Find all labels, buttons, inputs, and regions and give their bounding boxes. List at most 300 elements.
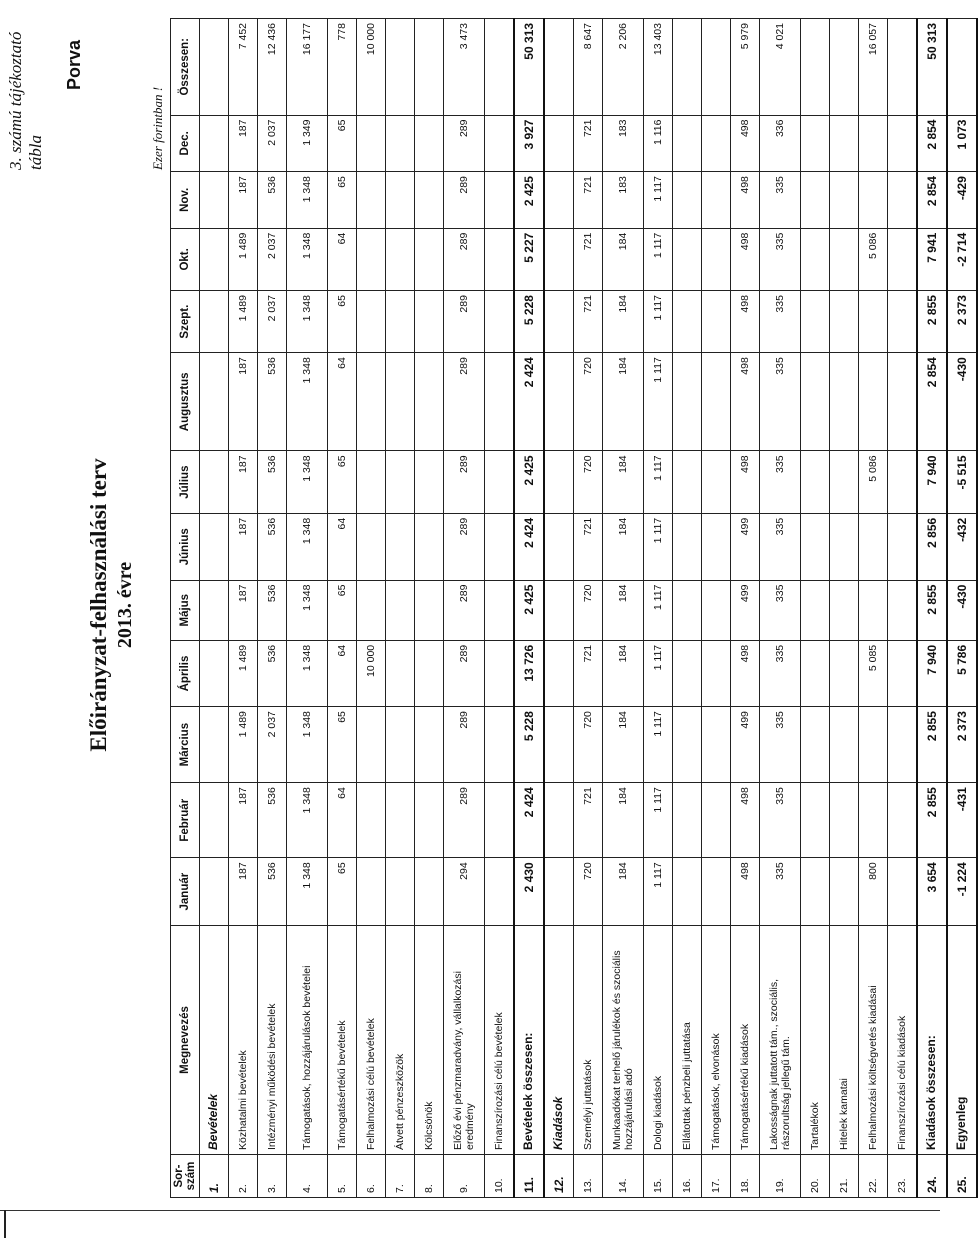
row-label: Előző évi pénzmaradvány, vállalkozási eredmény <box>444 926 485 1155</box>
month-value-cell: 1 117 <box>644 783 673 858</box>
place-name: Porva <box>64 39 84 90</box>
month-value-cell <box>673 291 702 353</box>
row-total-cell: 3 473 <box>444 19 485 116</box>
month-value-cell <box>673 707 702 783</box>
month-value-cell <box>830 115 859 172</box>
row-label: Finanszírozási célú kiadások <box>888 926 918 1155</box>
row-number: 3. <box>258 1155 287 1198</box>
row-total-cell <box>485 19 515 116</box>
row-label: Munkaadókat terhelő járulékok és szociális hozzájárulási adó <box>603 926 644 1155</box>
month-value-cell <box>386 513 415 580</box>
month-value-cell <box>415 451 444 513</box>
month-value-cell <box>830 640 859 706</box>
row-total-cell: 778 <box>328 19 357 116</box>
month-value-cell: 65 <box>328 291 357 353</box>
month-value-cell <box>673 451 702 513</box>
month-value-cell <box>485 513 515 580</box>
month-value-cell <box>673 640 702 706</box>
month-value-cell: -430 <box>947 353 977 451</box>
row-number: 24. <box>917 1155 947 1198</box>
month-value-cell: 2 425 <box>514 451 544 513</box>
month-value-cell: 13 726 <box>514 640 544 706</box>
month-value-cell <box>357 513 386 580</box>
column-header: Március <box>171 707 200 783</box>
month-value-cell: 2 855 <box>917 783 947 858</box>
month-value-cell: 2 855 <box>917 707 947 783</box>
month-value-cell <box>673 353 702 451</box>
month-value-cell: 1 117 <box>644 353 673 451</box>
table-row <box>514 19 544 1198</box>
month-value-cell <box>702 451 731 513</box>
month-value-cell: 720 <box>574 707 603 783</box>
month-value-cell <box>702 228 731 290</box>
table-row <box>444 19 485 1198</box>
row-total-cell <box>801 19 830 116</box>
month-value-cell <box>357 172 386 229</box>
row-label: Felhalmozási költségvetés kiadásai <box>859 926 888 1155</box>
row-label: Támogatások, hozzájárulások bevételei <box>287 926 328 1155</box>
row-label: Támogatások, elvonások <box>702 926 731 1155</box>
month-value-cell: -2 714 <box>947 228 977 290</box>
month-value-cell <box>830 707 859 783</box>
month-value-cell <box>386 228 415 290</box>
month-value-cell <box>357 783 386 858</box>
month-value-cell: 721 <box>574 783 603 858</box>
month-value-cell: 721 <box>574 115 603 172</box>
month-value-cell: 7 940 <box>917 640 947 706</box>
header-row <box>171 19 200 1198</box>
month-value-cell <box>888 858 918 926</box>
table-row <box>644 19 673 1198</box>
column-header: Április <box>171 640 200 706</box>
month-value-cell: 183 <box>603 115 644 172</box>
month-value-cell <box>485 353 515 451</box>
month-value-cell <box>888 783 918 858</box>
row-number: 13. <box>574 1155 603 1198</box>
month-value-cell: 2 425 <box>514 172 544 229</box>
month-value-cell: 536 <box>258 451 287 513</box>
month-value-cell <box>673 228 702 290</box>
row-label: Bevételek <box>200 926 229 1155</box>
month-value-cell: 498 <box>731 291 760 353</box>
month-value-cell: 65 <box>328 451 357 513</box>
month-value-cell: 335 <box>760 451 801 513</box>
month-value-cell: 1 117 <box>644 707 673 783</box>
month-value-cell: 2 373 <box>947 291 977 353</box>
month-value-cell <box>386 115 415 172</box>
month-value-cell: 289 <box>444 172 485 229</box>
month-value-cell: 187 <box>229 580 258 640</box>
row-total-cell: 7 452 <box>229 19 258 116</box>
month-value-cell <box>485 783 515 858</box>
month-value-cell: 536 <box>258 640 287 706</box>
month-value-cell <box>386 172 415 229</box>
month-value-cell: 187 <box>229 353 258 451</box>
month-value-cell: 800 <box>859 858 888 926</box>
row-total-cell <box>386 19 415 116</box>
month-value-cell <box>200 353 229 451</box>
month-value-cell: -431 <box>947 783 977 858</box>
month-value-cell: 536 <box>258 783 287 858</box>
month-value-cell <box>357 580 386 640</box>
table-row <box>947 19 977 1198</box>
table-body <box>200 19 978 1198</box>
month-value-cell <box>702 353 731 451</box>
month-value-cell: 289 <box>444 228 485 290</box>
row-label: Kiadások <box>544 926 574 1155</box>
month-value-cell: 5 227 <box>514 228 544 290</box>
month-value-cell: 64 <box>328 640 357 706</box>
month-value-cell: 5 086 <box>859 228 888 290</box>
month-value-cell <box>357 858 386 926</box>
row-number: 16. <box>673 1155 702 1198</box>
month-value-cell <box>485 707 515 783</box>
month-value-cell: 64 <box>328 228 357 290</box>
month-value-cell: 187 <box>229 115 258 172</box>
row-label: Felhalmozási célú bevételek <box>357 926 386 1155</box>
month-value-cell: 65 <box>328 707 357 783</box>
month-value-cell: 1 117 <box>644 580 673 640</box>
month-value-cell: 536 <box>258 172 287 229</box>
month-value-cell: 1 489 <box>229 707 258 783</box>
month-value-cell: 335 <box>760 172 801 229</box>
month-value-cell: 289 <box>444 640 485 706</box>
month-value-cell <box>415 228 444 290</box>
month-value-cell <box>386 640 415 706</box>
table-row <box>485 19 515 1198</box>
month-value-cell <box>702 291 731 353</box>
month-value-cell <box>544 115 574 172</box>
column-header: Június <box>171 513 200 580</box>
row-total-cell: 13 403 <box>644 19 673 116</box>
month-value-cell: 2 373 <box>947 707 977 783</box>
row-label: Kölcsönök <box>415 926 444 1155</box>
row-total-cell <box>544 19 574 116</box>
row-total-cell: 4 021 <box>760 19 801 116</box>
table-row <box>415 19 444 1198</box>
month-value-cell <box>357 707 386 783</box>
month-value-cell: 336 <box>760 115 801 172</box>
month-value-cell <box>357 228 386 290</box>
month-value-cell: 64 <box>328 513 357 580</box>
month-value-cell: 2 856 <box>917 513 947 580</box>
month-value-cell: 1 117 <box>644 451 673 513</box>
row-total-cell: 5 979 <box>731 19 760 116</box>
month-value-cell: 1 489 <box>229 228 258 290</box>
month-value-cell: 335 <box>760 580 801 640</box>
month-value-cell <box>386 353 415 451</box>
month-value-cell: 64 <box>328 353 357 451</box>
month-value-cell: 1 348 <box>287 858 328 926</box>
month-value-cell <box>888 353 918 451</box>
row-number: 4. <box>287 1155 328 1198</box>
month-value-cell <box>888 640 918 706</box>
month-value-cell: 184 <box>603 858 644 926</box>
month-value-cell: 187 <box>229 513 258 580</box>
month-value-cell <box>415 580 444 640</box>
month-value-cell: 2 037 <box>258 707 287 783</box>
month-value-cell <box>544 513 574 580</box>
month-value-cell: 5 085 <box>859 640 888 706</box>
month-value-cell: 2 037 <box>258 228 287 290</box>
month-value-cell: 5 228 <box>514 291 544 353</box>
month-value-cell: 7 941 <box>917 228 947 290</box>
month-value-cell <box>673 783 702 858</box>
month-value-cell <box>702 640 731 706</box>
month-value-cell <box>386 291 415 353</box>
month-value-cell: 498 <box>731 640 760 706</box>
month-value-cell: 5 086 <box>859 451 888 513</box>
month-value-cell <box>415 707 444 783</box>
month-value-cell: 2 424 <box>514 353 544 451</box>
row-total-cell <box>947 19 977 116</box>
month-value-cell: 2 854 <box>917 115 947 172</box>
month-value-cell <box>859 783 888 858</box>
month-value-cell <box>200 858 229 926</box>
month-value-cell: 289 <box>444 783 485 858</box>
month-value-cell <box>702 580 731 640</box>
month-value-cell: 1 073 <box>947 115 977 172</box>
month-value-cell: 1 116 <box>644 115 673 172</box>
month-value-cell: 721 <box>574 172 603 229</box>
month-value-cell: 1 349 <box>287 115 328 172</box>
month-value-cell <box>801 228 830 290</box>
table-row <box>603 19 644 1198</box>
month-value-cell: 2 854 <box>917 172 947 229</box>
row-total-cell: 10 000 <box>357 19 386 116</box>
month-value-cell: 2 855 <box>917 580 947 640</box>
month-value-cell <box>830 172 859 229</box>
document-subtitle: 2013. évre <box>114 561 136 649</box>
month-value-cell: 1 117 <box>644 513 673 580</box>
month-value-cell <box>485 640 515 706</box>
month-value-cell <box>859 115 888 172</box>
month-value-cell: 184 <box>603 291 644 353</box>
column-header: Nov. <box>171 172 200 229</box>
month-value-cell <box>200 451 229 513</box>
row-total-cell <box>673 19 702 116</box>
month-value-cell: 2 037 <box>258 291 287 353</box>
row-label: Hitelek kamatai <box>830 926 859 1155</box>
column-header: Augusztus <box>171 353 200 451</box>
table-row <box>229 19 258 1198</box>
month-value-cell: 289 <box>444 115 485 172</box>
table-row <box>287 19 328 1198</box>
month-value-cell <box>801 858 830 926</box>
month-value-cell: 1 348 <box>287 707 328 783</box>
month-value-cell <box>485 580 515 640</box>
month-value-cell: 2 855 <box>917 291 947 353</box>
document-title: Előirányzat-felhasználási terv <box>86 458 111 752</box>
page-bottom-rule <box>0 1210 940 1211</box>
month-value-cell <box>702 115 731 172</box>
month-value-cell: 187 <box>229 451 258 513</box>
column-header: Dec. <box>171 115 200 172</box>
month-value-cell: 335 <box>760 858 801 926</box>
month-value-cell: 720 <box>574 580 603 640</box>
month-value-cell <box>859 291 888 353</box>
month-value-cell: 65 <box>328 580 357 640</box>
month-value-cell: 498 <box>731 115 760 172</box>
table-label: 3. számú tájékoztató tábla <box>6 31 45 170</box>
row-label: Bevételek összesen: <box>514 926 544 1155</box>
month-value-cell: 536 <box>258 858 287 926</box>
row-number: 19. <box>760 1155 801 1198</box>
month-value-cell: 335 <box>760 513 801 580</box>
column-header: Összesen: <box>171 19 200 116</box>
table-row <box>830 19 859 1198</box>
month-value-cell: -432 <box>947 513 977 580</box>
month-value-cell <box>673 172 702 229</box>
month-value-cell: 2 424 <box>514 513 544 580</box>
month-value-cell <box>702 783 731 858</box>
month-value-cell <box>415 115 444 172</box>
row-total-cell <box>200 19 229 116</box>
row-number: 20. <box>801 1155 830 1198</box>
month-value-cell <box>485 172 515 229</box>
table-row <box>574 19 603 1198</box>
month-value-cell: 7 940 <box>917 451 947 513</box>
table-row <box>731 19 760 1198</box>
month-value-cell <box>485 858 515 926</box>
month-value-cell: 1 348 <box>287 580 328 640</box>
row-total-cell: 2 206 <box>603 19 644 116</box>
month-value-cell: 1 489 <box>229 291 258 353</box>
month-value-cell <box>801 291 830 353</box>
row-total-cell <box>830 19 859 116</box>
month-value-cell: 721 <box>574 291 603 353</box>
month-value-cell <box>888 580 918 640</box>
month-value-cell: 1 348 <box>287 291 328 353</box>
table-row <box>386 19 415 1198</box>
month-value-cell <box>415 783 444 858</box>
unit-note: Ezer forintban ! <box>150 86 165 170</box>
row-total-cell <box>888 19 918 116</box>
month-value-cell: 335 <box>760 228 801 290</box>
month-value-cell <box>200 228 229 290</box>
row-label: Támogatásértékű kiadások <box>731 926 760 1155</box>
month-value-cell: 720 <box>574 451 603 513</box>
month-value-cell: 335 <box>760 291 801 353</box>
month-value-cell <box>830 451 859 513</box>
month-value-cell <box>200 783 229 858</box>
month-value-cell <box>702 172 731 229</box>
month-value-cell <box>888 513 918 580</box>
month-value-cell <box>200 640 229 706</box>
month-value-cell <box>801 451 830 513</box>
month-value-cell <box>830 858 859 926</box>
month-value-cell: 187 <box>229 858 258 926</box>
month-value-cell: 1 117 <box>644 858 673 926</box>
month-value-cell <box>200 172 229 229</box>
month-value-cell <box>386 451 415 513</box>
month-value-cell <box>830 228 859 290</box>
month-value-cell <box>801 640 830 706</box>
month-value-cell <box>357 291 386 353</box>
month-value-cell: 1 348 <box>287 451 328 513</box>
month-value-cell <box>485 291 515 353</box>
month-value-cell: 1 117 <box>644 291 673 353</box>
row-number: 7. <box>386 1155 415 1198</box>
appropriation-plan-table <box>170 18 978 1198</box>
row-number: 21. <box>830 1155 859 1198</box>
month-value-cell: -430 <box>947 580 977 640</box>
row-number: 9. <box>444 1155 485 1198</box>
month-value-cell: 289 <box>444 451 485 513</box>
row-total-cell <box>415 19 444 116</box>
month-value-cell: 184 <box>603 353 644 451</box>
column-header: Január <box>171 858 200 926</box>
month-value-cell <box>888 172 918 229</box>
month-value-cell: 536 <box>258 580 287 640</box>
month-value-cell: 65 <box>328 172 357 229</box>
row-label: Átvett pénzeszközök <box>386 926 415 1155</box>
row-total-cell <box>702 19 731 116</box>
month-value-cell <box>357 353 386 451</box>
table-row <box>258 19 287 1198</box>
month-value-cell: 1 348 <box>287 640 328 706</box>
column-header: Megnevezés <box>171 926 200 1155</box>
month-value-cell <box>544 291 574 353</box>
month-value-cell <box>415 640 444 706</box>
table-row <box>888 19 918 1198</box>
month-value-cell: 720 <box>574 353 603 451</box>
month-value-cell <box>544 580 574 640</box>
month-value-cell: 720 <box>574 858 603 926</box>
month-value-cell <box>200 291 229 353</box>
month-value-cell: -5 515 <box>947 451 977 513</box>
month-value-cell <box>200 115 229 172</box>
row-number: 5. <box>328 1155 357 1198</box>
month-value-cell <box>830 353 859 451</box>
month-value-cell: 187 <box>229 172 258 229</box>
month-value-cell <box>888 707 918 783</box>
month-value-cell: 289 <box>444 513 485 580</box>
column-header: Sor-szám <box>171 1155 200 1198</box>
row-number: 1. <box>200 1155 229 1198</box>
month-value-cell <box>415 353 444 451</box>
month-value-cell: 2 424 <box>514 783 544 858</box>
row-label: Egyenleg <box>947 926 977 1155</box>
row-total-cell: 16 057 <box>859 19 888 116</box>
month-value-cell <box>415 291 444 353</box>
row-total-cell: 50 313 <box>514 19 544 116</box>
column-header: Szept. <box>171 291 200 353</box>
row-number: 6. <box>357 1155 386 1198</box>
month-value-cell <box>888 228 918 290</box>
month-value-cell <box>801 353 830 451</box>
row-total-cell: 12 436 <box>258 19 287 116</box>
month-value-cell <box>673 513 702 580</box>
month-value-cell <box>200 707 229 783</box>
month-value-cell <box>544 707 574 783</box>
column-header: Okt. <box>171 228 200 290</box>
month-value-cell <box>386 580 415 640</box>
month-value-cell <box>801 783 830 858</box>
month-value-cell: 1 348 <box>287 172 328 229</box>
table-row <box>328 19 357 1198</box>
month-value-cell: 498 <box>731 858 760 926</box>
month-value-cell: 183 <box>603 172 644 229</box>
month-value-cell <box>830 580 859 640</box>
month-value-cell: 335 <box>760 640 801 706</box>
row-label: Személyi juttatások <box>574 926 603 1155</box>
month-value-cell <box>415 858 444 926</box>
table-row <box>702 19 731 1198</box>
month-value-cell: 184 <box>603 783 644 858</box>
row-total-cell: 8 647 <box>574 19 603 116</box>
month-value-cell <box>888 451 918 513</box>
